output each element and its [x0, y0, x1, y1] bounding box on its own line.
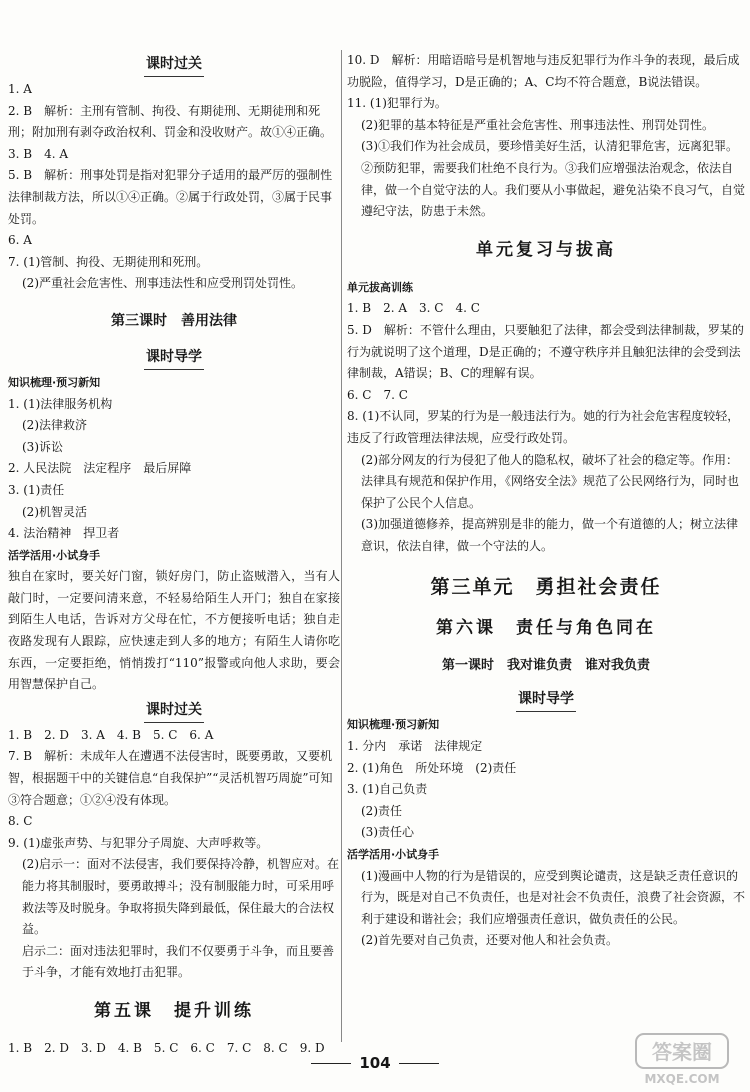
part-label: 知识梳理·预习新知 — [347, 718, 440, 732]
answer-line: 5. D 解析：不管什么理由，只要触犯了法律，都会受到法律制裁，罗某的行为就说明了这个道理，D是正确的；不遵守秩序并且触犯法律的会受到法律制裁，A错误；B、C的理解有误。 — [347, 322, 744, 381]
answer-line: 1. 分内 承诺 法律规定 — [347, 739, 483, 754]
answer-line: 10. D 解析：用暗语暗号是机智地与违反犯罪行为作斗争的表现，最后成功脱险，值得学习，D是正确的；A、C均不符合题意，B说法错误。 — [347, 53, 740, 89]
answer-line: (2)责任 — [361, 803, 402, 818]
page-number-rule-left — [311, 1063, 351, 1064]
part-label: 活学活用·小试身手 — [347, 848, 440, 862]
answer-line: 3. B 4. A — [8, 146, 69, 161]
answer-line: 启示二：面对违法犯罪时，我们不仅要勇于斗争，而且要善于斗争，才能有效地打击犯罪。 — [22, 943, 335, 980]
answer-line: 1. (1)法律服务机构 — [8, 396, 113, 411]
answer-line: 6. C 7. C — [347, 387, 408, 402]
answer-line: 7. (1)管制、拘役、无期徒刑和死刑。 — [8, 254, 209, 269]
answer-line: 5. B 解析：刑事处罚是指对犯罪分子适用的最严厉的强制性法律制裁方法，所以①④正确。②属于行政处罚，③属于民事处罚。 — [8, 168, 333, 226]
column-divider — [341, 50, 342, 1042]
answer-line: 8. (1)不认同，罗某的行为是一般违法行为。她的行为社会危害程度较轻，违反了行政管理法律法规，应受行政处罚。 — [347, 409, 740, 445]
watermark-bottom-text: MXQE.COM — [644, 1072, 720, 1086]
answer-line: 1. B 2. A 3. C 4. C — [347, 301, 480, 316]
answer-line: 3. (1)责任 — [8, 482, 65, 497]
section-heading-text: 课时过关 — [144, 52, 204, 77]
answer-line: 2. B 解析：主刑有管制、拘役、有期徒刑、无期徒刑和死刑；附加刑有剥夺政治权利、罚金和没收财产。故①④正确。 — [8, 103, 333, 140]
answer-line: 9. (1)虚张声势、与犯罪分子周旋、大声呼救等。 — [8, 835, 269, 850]
answer-line: (2)犯罪的基本特征是严重社会危害性、刑事违法性、刑罚处罚性。 — [361, 117, 715, 132]
answer-line: 1. B 2. D 3. D 4. B 5. C 6. C 7. C 8. C 9. D — [8, 1040, 325, 1055]
section-heading — [8, 345, 340, 370]
answer-line: 2. (1)角色 所处环境 (2)责任 — [347, 760, 517, 775]
answer-line: (2)机智灵活 — [22, 504, 87, 519]
answer-line: (1)漫画中人物的行为是错误的，应受到舆论谴责，这是缺乏责任意识的行为，既是对自己不负责任，也是对社会不负责任，浪费了社会资源，不利于建设和谐社会；我们应增强责任意识，做负责任的公民。 — [361, 868, 746, 926]
part-label: 活学活用·小试身手 — [8, 548, 101, 562]
lesson-title: 单元复习与拔高 — [476, 239, 616, 260]
answer-line: 11. (1)犯罪行为。 — [347, 96, 447, 111]
section-heading — [8, 698, 340, 723]
watermark-logo — [632, 1028, 732, 1088]
section-heading — [8, 52, 340, 77]
answer-line: (3)①我们作为社会成员，要珍惜美好生活，认清犯罪危害，远离犯罪。②预防犯罪，需要我们杜绝不良行为。③我们应增强法治观念，依法自律，做一个自觉守法的人。我们要从小事做起，避免沾染不良习气，自觉遵纪守法，防患于未然。 — [361, 139, 746, 219]
answer-line: (2)部分网友的行为侵犯了他人的隐私权，破坏了社会的稳定等。作用：法律具有规范和保护作用，《网络安全法》规范了公民网络行为，同时也保护了公民个人信息。 — [361, 452, 740, 510]
answer-line: 3. (1)自己负责 — [347, 782, 428, 797]
unit-title: 第三单元 勇担社会责任 — [430, 576, 662, 599]
answer-line: (2)启示一：面对不法侵害，我们要保持冷静，机智应对。在能力将其制服时，要勇敢搏斗；没有制服能力时，可采用呼救法等及时脱身。争取将损失降到最低，保住最大的合法权益。 — [22, 857, 340, 937]
subsection-title: 第一课时 我对谁负责 谁对我负责 — [441, 658, 650, 674]
answer-paragraph: 独自在家时，要关好门窗，锁好房门，防止盗贼潜入，当有人敲门时，一定要问清来意，不轻易给陌生人开门；独自在家接到陌生人电话，告诉对方父母在忙，不方便接听电话；独自走夜路发现有人跟踪，应快速走到人多的地方；有陌生人请你吃东西，一定要拒绝，悄悄拨打“110”报警或向他人求助，要会用智慧保护自己。 — [8, 569, 340, 692]
answer-line: (2)首先要对自己负责，还要对他人和社会负责。 — [361, 933, 618, 948]
answer-line: 7. B 解析：未成年人在遭遇不法侵害时，既要勇敢，又要机智，根据题干中的关键信息“自我保护”“灵活机智巧周旋”可知③符合题意；①②④没有体现。 — [8, 749, 333, 807]
section-heading — [347, 687, 745, 712]
page-number-rule-right — [399, 1063, 439, 1064]
left-column — [8, 50, 340, 1060]
right-column — [347, 50, 745, 952]
section-heading-text: 课时导学 — [516, 687, 576, 712]
answer-line: 4. 法治精神 捍卫者 — [8, 526, 120, 541]
lesson-title: 第五课 提升训练 — [94, 1000, 254, 1021]
part-label: 单元拔高训练 — [347, 280, 413, 294]
part-label: 知识梳理·预习新知 — [8, 375, 101, 389]
answer-line: 2. 人民法院 法定程序 最后屏障 — [8, 461, 192, 476]
answer-line: (3)加强道德修养，提高辨别是非的能力，做一个有道德的人；树立法律意识，依法自律，做一个守法的人。 — [361, 517, 739, 553]
answer-line: (3)责任心 — [361, 825, 414, 840]
answer-line: 6. A — [8, 233, 32, 248]
answer-line: (3)诉讼 — [22, 439, 63, 454]
page-number-text: 104 — [359, 1054, 391, 1072]
answer-line: 1. A — [8, 82, 32, 96]
answer-line: (2)严重社会危害性、刑事违法性和应受刑罚处罚性。 — [22, 276, 304, 291]
lesson-title: 第六课 责任与角色同在 — [436, 618, 656, 639]
lesson-heading: 第三课时 善用法律 — [111, 312, 237, 329]
section-heading-text: 课时导学 — [144, 345, 204, 370]
answer-line: 8. C — [8, 814, 33, 829]
watermark-top-text: 答案圈 — [652, 1040, 712, 1064]
section-heading-text: 课时过关 — [144, 698, 204, 723]
answer-line: 1. B 2. D 3. A 4. B 5. C 6. A — [8, 727, 214, 742]
answer-line: (2)法律救济 — [22, 418, 87, 433]
